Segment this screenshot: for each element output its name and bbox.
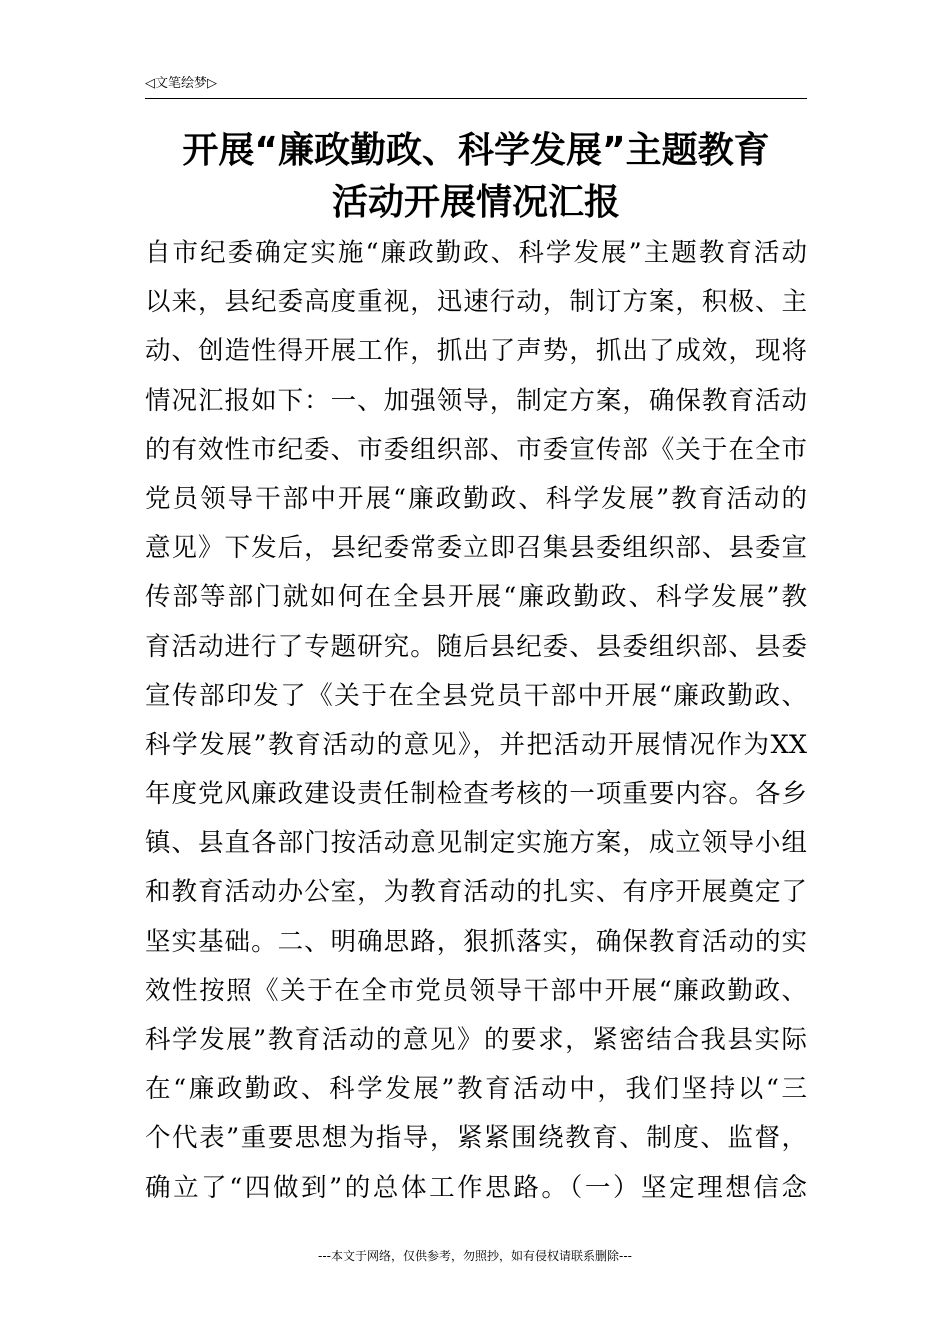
body-line: 宣传部印发了《关于在全县党员干部中开展“廉政勤政、 xyxy=(145,680,807,711)
body-line: 以来，县纪委高度重视，迅速行动，制订方案，积极、主 xyxy=(145,287,807,318)
header-divider xyxy=(145,98,807,99)
body-line: 传部等部门就如何在全县开展“廉政勤政、科学发展”教 xyxy=(145,582,807,613)
body-line: 和教育活动办公室，为教育活动的扎实、有序开展奠定了 xyxy=(145,877,807,908)
body-line: 在“廉政勤政、科学发展”教育活动中，我们坚持以“三 xyxy=(145,1074,807,1105)
body-line: 科学发展”教育活动的意见》，并把活动开展情况作为XX xyxy=(145,729,807,760)
body-line: 年度党风廉政建设责任制检查考核的一项重要内容。各乡 xyxy=(145,779,807,810)
title-line-2: 活动开展情况汇报 xyxy=(331,182,620,223)
body-line: 科学发展”教育活动的意见》的要求，紧密结合我县实际 xyxy=(145,1025,807,1055)
body-line: 效性按照《关于在全市党员领导干部中开展“廉政勤政、 xyxy=(145,975,807,1006)
header-mark: ◁文笔绘梦▷ xyxy=(145,76,217,91)
body-line: 自市纪委确定实施“廉政勤政、科学发展”主题教育活动 xyxy=(145,238,807,268)
body-line: 情况汇报如下：一、加强领导，制定方案，确保教育活动 xyxy=(145,385,807,416)
title-line-1: 开展“廉政勤政、科学发展”主题教育 xyxy=(182,130,770,171)
document-title xyxy=(145,125,807,229)
body-line: 意见》下发后，县纪委常委立即召集县委组织部、县委宣 xyxy=(145,533,807,564)
body-line: 坚实基础。二、明确思路，狠抓落实，确保教育活动的实 xyxy=(145,926,807,957)
footer-disclaimer: ---本文于网络，仅供参考，勿照抄，如有侵权请联系删除--- xyxy=(318,1249,632,1263)
body-line: 镇、县直各部门按活动意见制定实施方案，成立领导小组 xyxy=(145,828,807,859)
body-line: 育活动进行了专题研究。随后县纪委、县委组织部、县委 xyxy=(145,631,807,662)
body-line: 个代表”重要思想为指导，紧紧围绕教育、制度、监督， xyxy=(145,1123,807,1154)
body-line: 确立了“四做到”的总体工作思路。（一）坚定理想信念 xyxy=(145,1172,807,1203)
body-line: 的有效性市纪委、市委组织部、市委宣传部《关于在全市 xyxy=(145,434,807,465)
body-line: 党员领导干部中开展“廉政勤政、科学发展”教育活动的 xyxy=(145,483,807,514)
body-line: 动、创造性得开展工作，抓出了声势，抓出了成效，现将 xyxy=(145,336,807,367)
body-paragraph xyxy=(145,229,807,1213)
